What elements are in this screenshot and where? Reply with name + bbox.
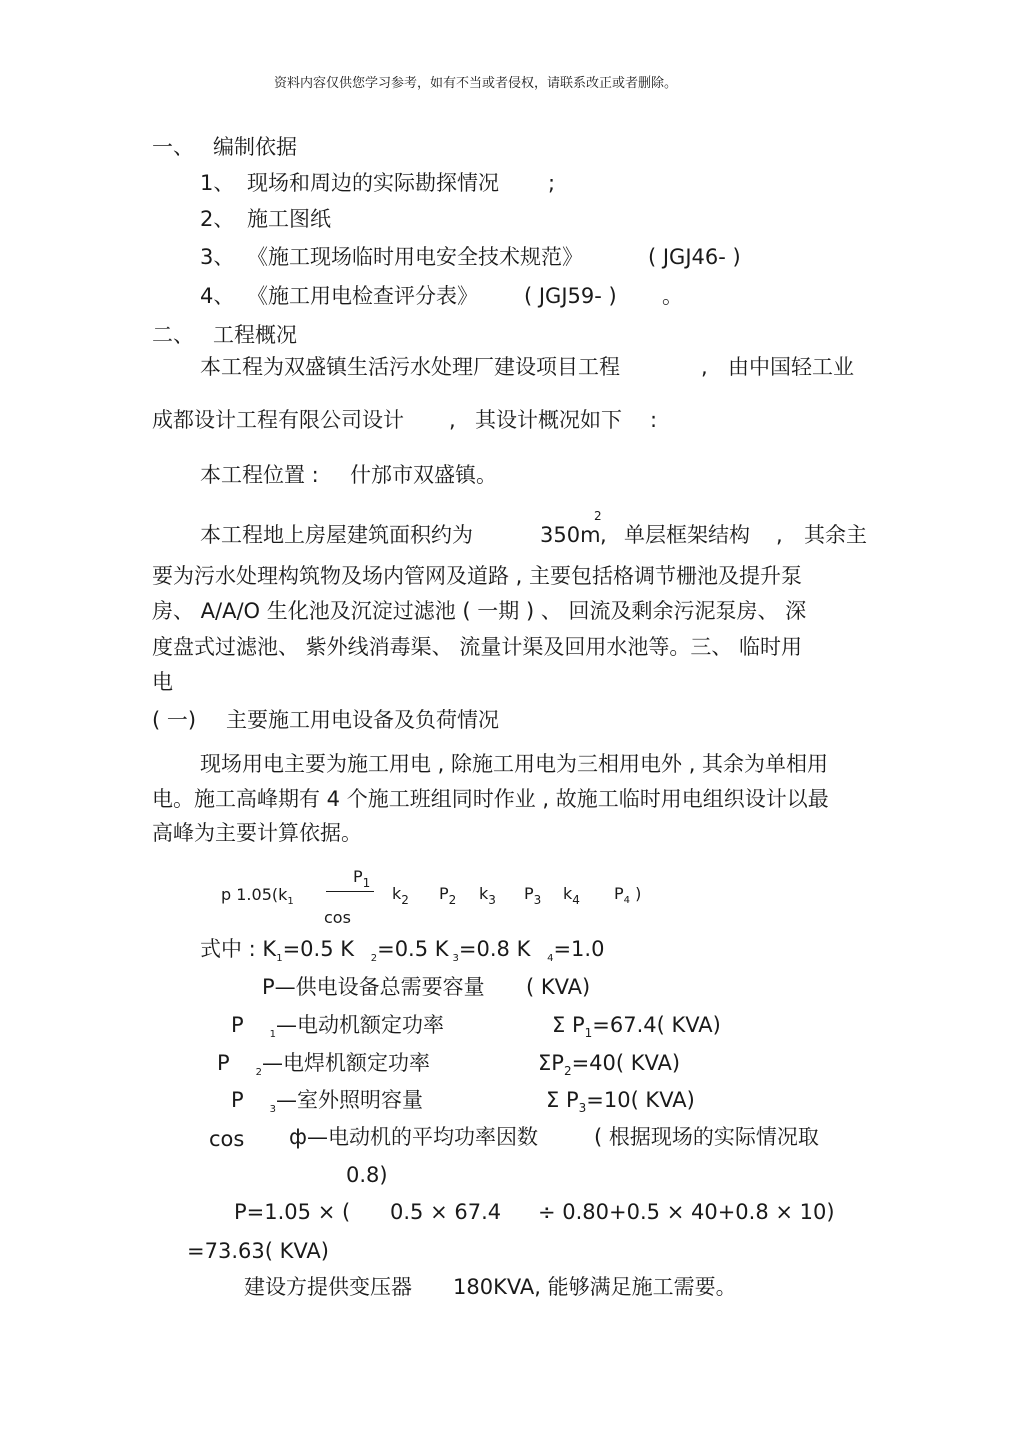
formula-close-paren: ) xyxy=(635,884,642,903)
area-superscript: 2 xyxy=(594,509,602,523)
formula-lhs: p 1.05(k xyxy=(221,885,288,904)
formula-p4: P xyxy=(614,884,624,903)
coef-label: 式中 : K xyxy=(200,937,277,961)
subsection-number: ( 一) xyxy=(152,708,197,732)
cos-value: 0.8) xyxy=(346,1163,388,1187)
section-2-title: 工程概况 xyxy=(213,323,297,347)
definition-p1-text: —电动机额定功率 xyxy=(276,1013,445,1037)
definition-p1: P $_1$—电动机额定功率 xyxy=(231,1013,445,1040)
formula-p3-subscript: 3 xyxy=(533,893,542,907)
area-rest: 其余主 xyxy=(804,523,867,547)
item-4-text: 《施工用电检查评分表》 xyxy=(247,284,478,308)
area-line-a: 本工程地上房屋建筑面积约为 xyxy=(200,523,473,547)
section-1-number: 一、 xyxy=(152,135,194,159)
calculation-b: 0.5 × 67.4 xyxy=(390,1200,502,1224)
definition-p3-text: —室外照明容量 xyxy=(276,1088,424,1112)
item-4-tail: 。 xyxy=(662,284,683,308)
coef-sub-1: 1 xyxy=(276,953,283,964)
area-structure: 单层框架结构 xyxy=(624,523,750,547)
overview-line-2a: 成都设计工程有限公司设计 xyxy=(152,408,404,432)
formula-k1-subscript: 1 xyxy=(287,896,294,907)
coef-value-4: =1.0 xyxy=(553,937,605,961)
definition-p-unit: ( KVA) xyxy=(526,975,591,999)
formula-k4: k xyxy=(563,884,573,903)
formula-k4-subscript: 4 xyxy=(572,893,580,907)
definition-p2-value: $\Sigma P_2=40$( KVA) xyxy=(538,1051,681,1078)
formula-k2: k xyxy=(392,884,402,903)
overview-line-1c: 由中国轻工业 xyxy=(728,355,854,379)
cos-note: ( 根据现场的实际情况取 xyxy=(594,1125,819,1149)
coef-sub-3: 3 xyxy=(452,953,459,964)
formula-k3: k xyxy=(479,884,489,903)
definition-p3: P $_3$—室外照明容量 xyxy=(231,1088,424,1115)
subsection-title: 主要施工用电设备及负荷情况 xyxy=(226,708,499,732)
overview-line-5: 房、 A/A/O 生化池及沉淀过滤池 ( 一期 ) 、 回流及剩余污泥泵房、 深 xyxy=(152,599,807,623)
load-line-3: 高峰为主要计算依据。 xyxy=(152,821,362,845)
item-4-number: 4、 xyxy=(200,284,235,308)
overview-line-2b: , xyxy=(449,408,456,432)
overview-line-1b: , xyxy=(701,355,708,379)
definition-p1-value: Σ $P_1=67.4$( KVA) xyxy=(552,1013,721,1040)
cos-label: cos xyxy=(209,1127,245,1151)
formula-numerator: P xyxy=(353,867,363,886)
item-2-text: 施工图纸 xyxy=(247,207,331,231)
location-label: 本工程位置 : xyxy=(200,463,319,487)
coef-sub-2: 2 xyxy=(370,953,378,964)
formula-fraction-bar xyxy=(326,891,374,892)
formula-p4-subscript: 4 xyxy=(623,895,631,906)
calculation-result: =73.63( KVA) xyxy=(187,1239,329,1263)
formula-p2-subscript: 2 xyxy=(448,893,457,907)
item-1-number: 1、 xyxy=(200,171,235,195)
definition-p2: P $_2$—电焊机额定功率 xyxy=(217,1051,431,1078)
coefficient-line xyxy=(200,936,604,967)
location-value: 什邡市双盛镇。 xyxy=(350,463,497,487)
coef-value-1: =0.5 K xyxy=(282,937,355,961)
load-line-1: 现场用电主要为施工用电 , 除施工用电为三相用电外 , 其余为单相用 xyxy=(200,752,829,776)
overview-line-1a: 本工程为双盛镇生活污水处理厂建设项目工程 xyxy=(200,355,620,379)
item-1-suffix: ; xyxy=(548,171,556,195)
transformer-a: 建设方提供变压器 xyxy=(244,1275,412,1299)
page-header-notice: 资料内容仅供您学习参考，如有不当或者侵权，请联系改正或者删除。 xyxy=(274,76,678,91)
item-3-text: 《施工现场临时用电安全技术规范》 xyxy=(247,245,583,269)
transformer-b: 180KVA, 能够满足施工需要。 xyxy=(453,1275,737,1299)
formula-k2-subscript: 2 xyxy=(401,893,409,907)
definition-p2-text: —电焊机额定功率 xyxy=(262,1051,431,1075)
overview-line-7: 电 xyxy=(152,670,173,694)
area-value: 350m xyxy=(540,523,601,547)
item-4-suffix: ( JGJ59- ) xyxy=(524,284,617,308)
overview-line-6: 度盘式过滤池、 紫外线消毒渠、 流量计渠及回用水池等。三、 临时用 xyxy=(152,635,803,659)
definition-p3-value: Σ $P_3=10$( KVA) xyxy=(546,1088,695,1115)
formula-p3: P xyxy=(524,884,534,903)
item-1-text: 现场和周边的实际勘探情况 xyxy=(247,171,499,195)
formula-p2: P xyxy=(439,884,449,903)
overview-line-2d: : xyxy=(650,408,658,432)
overview-line-2c: 其设计概况如下 xyxy=(475,408,622,432)
item-3-number: 3、 xyxy=(200,245,235,269)
cos-definition: ф—电动机的平均功率因数 xyxy=(289,1125,538,1149)
coef-value-2: =0.5 K xyxy=(377,937,449,961)
calculation-c: ÷ 0.80+0.5 × 40+0.8 × 10) xyxy=(538,1200,835,1224)
section-1-title: 编制依据 xyxy=(213,135,297,159)
item-2-number: 2、 xyxy=(200,207,235,231)
area-comma-2: , xyxy=(776,523,783,547)
coef-sub-4: 4 xyxy=(547,953,554,964)
coef-value-3: =0.8 K xyxy=(458,937,531,961)
formula-numerator-subscript: 1 xyxy=(362,876,371,890)
load-line-2: 电。施工高峰期有 4 个施工班组同时作业 , 故施工临时用电组织设计以最 xyxy=(152,787,829,811)
item-3-suffix: ( JGJ46- ) xyxy=(648,245,741,269)
formula-denominator: cos xyxy=(324,908,351,927)
calculation-a: P=1.05 × ( xyxy=(234,1200,351,1224)
section-2-number: 二、 xyxy=(152,323,194,347)
definition-p: P—供电设备总需要容量 xyxy=(262,975,485,999)
area-comma-1: , xyxy=(600,523,607,547)
formula-k3-subscript: 3 xyxy=(488,893,496,907)
overview-line-4: 要为污水处理构筑物及场内管网及道路 , 主要包括格调节栅池及提升泵 xyxy=(152,564,803,588)
